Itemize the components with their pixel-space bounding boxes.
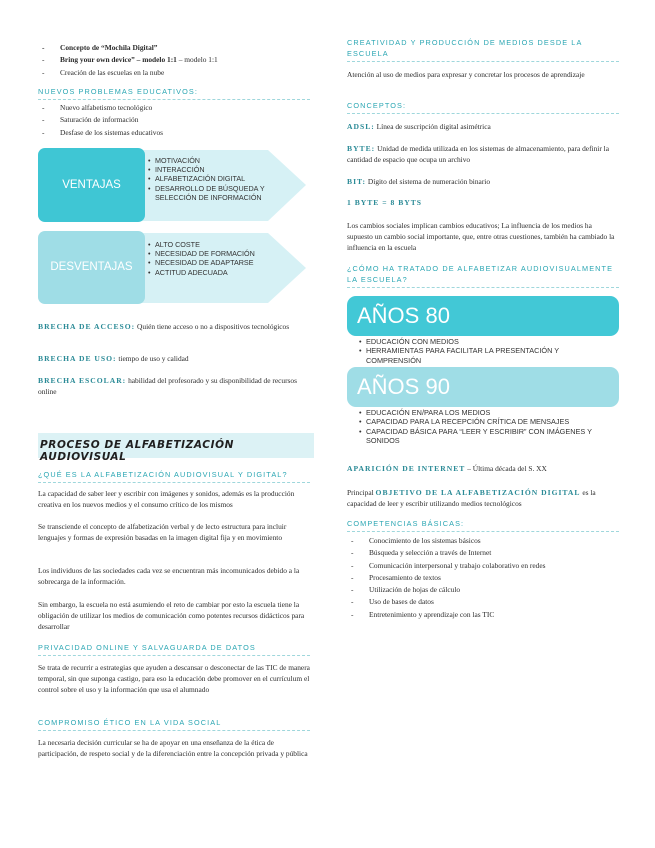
list-item: - Saturación de información [38, 114, 310, 126]
section-heading-competencias: COMPETENCIAS BÁSICAS: [347, 519, 619, 532]
concepto-term: ADSL: [347, 122, 375, 131]
list-item: • ALFABETIZACIÓN DIGITAL [148, 174, 298, 183]
nuevos-problemas-list [38, 102, 310, 139]
desventajas-list [148, 240, 298, 277]
list-item: - Bring your own device” – modelo 1:1 – modelo 1:1 [38, 54, 310, 66]
list-item: - Concepto de “Mochila Digital” [38, 42, 310, 54]
objetivo-prefix: Principal [347, 488, 374, 497]
list-item: • MOTIVACIÓN [148, 156, 298, 165]
paragraph: Los cambios sociales implican cambios educativos; La influencia de los medios ha supuesto un cambio social importante, que, entre otras cuestiones, también ha cambiado la influencia en la escuela [347, 221, 615, 252]
objetivo-term: OBJETIVO DE LA ALFABETIZACIÓN DIGITAL [375, 488, 581, 497]
section-heading-conceptos: CONCEPTOS: [347, 101, 619, 114]
concepto-byte [347, 143, 619, 165]
concepto-text: Dígito del sistema de numeración binario [367, 177, 491, 186]
list-item: • NECESIDAD DE FORMACIÓN [148, 249, 298, 258]
list-item: • EDUCACIÓN CON MEDIOS [359, 337, 614, 346]
aparicion-internet [347, 463, 619, 474]
section-heading-creatividad: CREATIVIDAD Y PRODUCCIÓN DE MEDIOS DESDE LA ESCUELA [347, 38, 619, 62]
intro-list [38, 42, 310, 79]
list-item: • EDUCACIÓN EN/PARA LOS MEDIOS [359, 408, 614, 417]
ventajas-diagram [38, 148, 310, 223]
list-item: - Búsqueda y selección a través de Internet [347, 547, 619, 559]
list-item: • CAPACIDAD PARA LA RECEPCIÓN CRÍTICA DE MENSAJES [359, 417, 614, 426]
aparicion-term: APARICIÓN DE INTERNET [347, 464, 466, 473]
objetivo-text: es la capacidad de leer y escribir utilizando medios tecnológicos [347, 488, 596, 508]
list-item: • ALTO COSTE [148, 240, 298, 249]
section-heading-privacidad: PRIVACIDAD ONLINE Y SALVAGUARDA DE DATOS [38, 643, 310, 656]
list-item: • HERRAMIENTAS PARA FACILITAR LA PRESENTACIÓN Y COMPRENSIÓN [359, 346, 614, 365]
byte-equation: 1 BYTE = 8 BYTS [347, 198, 423, 207]
aparicion-text: – Última década del S. XX [467, 464, 547, 473]
concepto-term: BYTE: [347, 144, 376, 153]
section-heading-como: ¿CÓMO HA TRATADO DE ALFABETIZAR AUDIOVISUALMENTE LA ESCUELA? [347, 264, 619, 288]
brecha-escolar [38, 375, 310, 397]
paragraph: La necesaria decisión curricular se ha de apoyar en una enseñanza de la ética de participación, de respeto social y de la diferenciación entre la concepción privada y pública [38, 738, 308, 758]
desventajas-tile: DESVENTAJAS [38, 231, 145, 304]
paragraph: Se transciende el concepto de alfabetización verbal y de lecto estructura para incluir lenguajes y formas de expresión basadas en la imagen digital fija y en movimiento [38, 522, 287, 542]
brecha-text: habilidad del profesorado y su disponibilidad de recursos online [38, 376, 297, 396]
concepto-bit [347, 176, 619, 187]
ventajas-tile: VENTAJAS [38, 148, 145, 222]
list-item-bold: Bring your own device” – modelo 1:1 [60, 55, 177, 65]
paragraph: La capacidad de saber leer y escribir con imágenes y sonidos, además es la producción creativa en los nuevos medios y el consumo crítico de los mismos [38, 489, 295, 509]
list-item: • DESARROLLO DE BÚSQUEDA Y SELECCIÓN DE INFORMACIÓN [148, 184, 298, 202]
proceso-title-banner [38, 433, 314, 463]
list-item: • NECESIDAD DE ADAPTARSE [148, 258, 298, 267]
brecha-term: BRECHA DE USO: [38, 354, 117, 363]
brecha-text: Quién tiene acceso o no a dispositivos tecnológicos [137, 322, 290, 331]
list-item: • INTERACCIÓN [148, 165, 298, 174]
list-item: - Entretenimiento y aprendizaje con las TIC [347, 609, 619, 621]
list-item: - Conocimiento de los sistemas básicos [347, 535, 619, 547]
paragraph: Se trata de recurrir a estrategias que ayuden a descansar o desconectar de las TIC de manera temporal, sin que suponga castigo, para eso la educación debe promover en el currículum el control sobre el uso y la información que usa el alumnado [38, 663, 310, 694]
concepto-term: BIT: [347, 177, 367, 186]
section-heading-nuevos-problemas: NUEVOS PROBLEMAS EDUCATIVOS: [38, 87, 310, 100]
anos-90-banner: AÑOS 90 [347, 367, 619, 407]
list-item: - Creación de las escuelas en la nube [38, 67, 310, 79]
list-item: • ACTITUD ADECUADA [148, 268, 298, 277]
anos-80-banner: AÑOS 80 [347, 296, 619, 336]
brecha-term: BRECHA ESCOLAR: [38, 376, 127, 385]
objetivo [347, 487, 619, 509]
section-heading-que-es: ¿QUÉ ES LA ALFABETIZACIÓN AUDIOVISUAL Y DIGITAL? [38, 470, 310, 483]
list-item: - Uso de bases de datos [347, 596, 619, 608]
section-heading-compromiso: COMPROMISO ÉTICO EN LA VIDA SOCIAL [38, 718, 310, 731]
list-item: - Comunicación interpersonal y trabajo colaborativo en redes [347, 560, 619, 572]
anos-80-list [359, 337, 614, 365]
competencias-list [347, 535, 619, 621]
ventajas-list [148, 156, 298, 202]
concepto-text: Línea de suscripción digital asimétrica [376, 122, 491, 131]
anos-90-list [359, 408, 614, 446]
list-item: - Desfase de los sistemas educativos [38, 127, 310, 139]
concepto-adsl [347, 121, 619, 132]
brecha-term: BRECHA DE ACCESO: [38, 322, 136, 331]
list-item: - Utilización de hojas de cálculo [347, 584, 619, 596]
proceso-title: PROCESO DE ALFABETIZACIÓN AUDIOVISUAL [40, 439, 235, 463]
brecha-uso [38, 353, 310, 364]
list-item: • CAPACIDAD BÁSICA PARA “LEER Y ESCRIBIR” CON IMÁGENES Y SONIDOS [359, 427, 614, 446]
desventajas-diagram [38, 231, 310, 305]
paragraph: Los individuos de las sociedades cada vez se encuentran más incomunicados debido a la sobrecarga de la información. [38, 566, 300, 586]
concepto-text: Unidad de medida utilizada en los sistemas de almacenamiento, para definir la cantidad de espacio que ocupa un archivo [347, 144, 609, 164]
paragraph: Sin embargo, la escuela no está asumiendo el reto de cambiar por esto la escuela tiene la obligación de utilizar los medios de comunicación como potentes recursos didácticos para desarrollar [38, 600, 305, 631]
brecha-acceso [38, 321, 310, 332]
list-item: - Nuevo alfabetismo tecnológico [38, 102, 310, 114]
list-item: - Procesamiento de textos [347, 572, 619, 584]
paragraph: Atención al uso de medios para expresar y concretar los procesos de aprendizaje [347, 70, 585, 79]
brecha-text: tiempo de uso y calidad [118, 354, 189, 363]
